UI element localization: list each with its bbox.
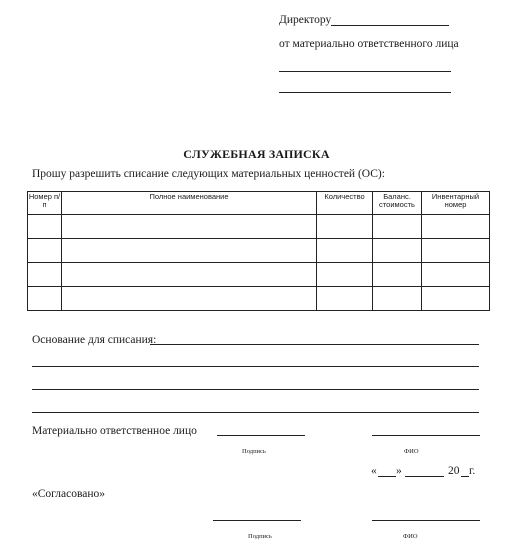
director-label: Директору	[279, 14, 332, 26]
column-header-inventory-number: Инвентарный номер	[422, 192, 490, 215]
responsible-person-label: Материально ответственное лицо	[32, 425, 197, 437]
agreed-label: «Согласовано»	[32, 488, 106, 500]
table-cell[interactable]	[422, 215, 490, 239]
table-header-row	[28, 192, 490, 215]
agreed-signature-line[interactable]	[213, 520, 301, 521]
basis-line-2[interactable]	[32, 366, 479, 367]
from-name-line-1[interactable]	[279, 71, 451, 72]
from-label: от материально ответственного лица	[279, 38, 459, 50]
date-day-line[interactable]	[378, 476, 396, 477]
table-cell[interactable]	[28, 239, 62, 263]
basis-label: Основание для списания:	[32, 334, 157, 346]
table-cell[interactable]	[317, 287, 373, 311]
table-cell[interactable]	[317, 239, 373, 263]
director-name-line[interactable]	[331, 25, 449, 26]
table-cell[interactable]	[62, 287, 317, 311]
agreed-name-line[interactable]	[372, 520, 480, 521]
name-caption: ФИО	[404, 448, 419, 455]
column-header-number: Номер п/п	[28, 192, 62, 215]
document-title: СЛУЖЕБНАЯ ЗАПИСКА	[183, 147, 330, 161]
table-cell[interactable]	[62, 215, 317, 239]
table-cell[interactable]	[373, 215, 422, 239]
date-month-line[interactable]	[405, 476, 444, 477]
table-cell[interactable]	[422, 263, 490, 287]
responsible-signature-line[interactable]	[217, 435, 305, 436]
date-close-quote: »	[396, 465, 402, 477]
responsible-name-line[interactable]	[372, 435, 480, 436]
table-cell[interactable]	[373, 239, 422, 263]
basis-line-1[interactable]	[150, 344, 479, 345]
signature-caption: Подпись	[242, 448, 266, 455]
table-cell[interactable]	[373, 263, 422, 287]
table-row	[28, 287, 490, 311]
table-cell[interactable]	[62, 239, 317, 263]
table-cell[interactable]	[28, 287, 62, 311]
table-cell[interactable]	[422, 239, 490, 263]
date-open-quote: «	[371, 465, 377, 477]
agreed-signature-caption: Подпись	[248, 533, 272, 540]
table-row	[28, 239, 490, 263]
request-text: Прошу разрешить списание следующих материальных ценностей (ОС):	[32, 168, 385, 180]
basis-line-4[interactable]	[32, 412, 479, 413]
table-cell[interactable]	[28, 215, 62, 239]
date-year-suffix: г.	[469, 465, 476, 477]
table-row	[28, 263, 490, 287]
column-header-quantity: Количество	[317, 192, 373, 215]
column-header-name: Полное наименование	[62, 192, 317, 215]
table-cell[interactable]	[317, 215, 373, 239]
table-cell[interactable]	[422, 287, 490, 311]
table-row	[28, 215, 490, 239]
date-year-line[interactable]	[461, 476, 469, 477]
items-table	[27, 191, 490, 311]
table-cell[interactable]	[28, 263, 62, 287]
basis-line-3[interactable]	[32, 389, 479, 390]
column-header-balance-cost: Баланс. стоимость	[373, 192, 422, 215]
date-year-prefix: 20	[448, 465, 460, 477]
from-name-line-2[interactable]	[279, 92, 451, 93]
table-cell[interactable]	[62, 263, 317, 287]
table-cell[interactable]	[373, 287, 422, 311]
table-cell[interactable]	[317, 263, 373, 287]
agreed-name-caption: ФИО	[403, 533, 418, 540]
